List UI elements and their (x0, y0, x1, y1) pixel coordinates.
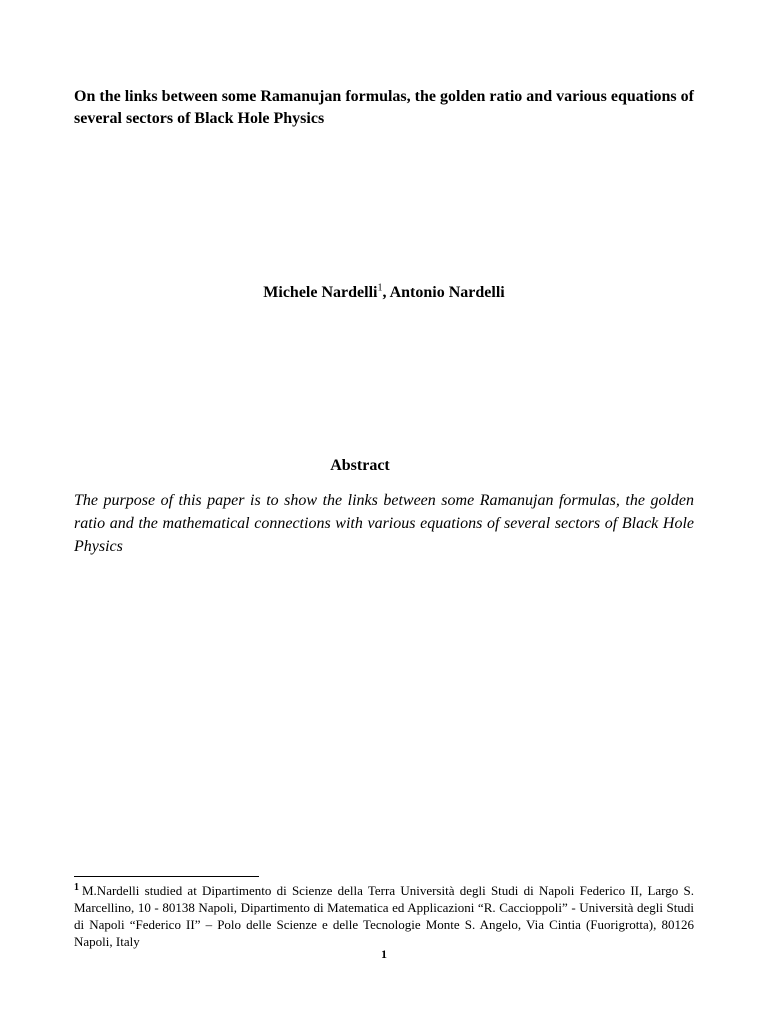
abstract-text: The purpose of this paper is to show the links between some Ramanujan formulas, the golden ratio and the mathematical connections with various equations of several sectors of Black Hole Physics (74, 492, 694, 555)
paper-title: On the links between some Ramanujan formulas, the golden ratio and various equations of several sectors of Black Hole Physics (74, 88, 694, 127)
abstract-heading: Abstract (330, 457, 390, 474)
footnote-reference: 1 (377, 282, 383, 294)
footnote (74, 882, 694, 950)
author-name: Michele Nardelli (263, 284, 378, 301)
author-line (0, 283, 768, 303)
author-name: Antonio Nardelli (389, 284, 505, 301)
footnote-divider (74, 876, 259, 877)
author-separator: , (382, 284, 390, 301)
footnote-mark: 1 (74, 881, 79, 893)
page-number: 1 (381, 947, 387, 961)
footnote-text: M.Nardelli studied at Dipartimento di Scienze della Terra Università degli Studi di Napoli Federico II, Largo S. Marcellino, 10 - 80138 Napoli, Dipartimento di Matematica ed Applicazioni “R. Caccioppoli” - Università degli Studi di Napoli “Federico II” – Polo delle Scienze e delle Tecnologie Monte S. Angelo, Via Cintia (Fuorigrotta), 80126 Napoli, Italy (74, 883, 694, 949)
